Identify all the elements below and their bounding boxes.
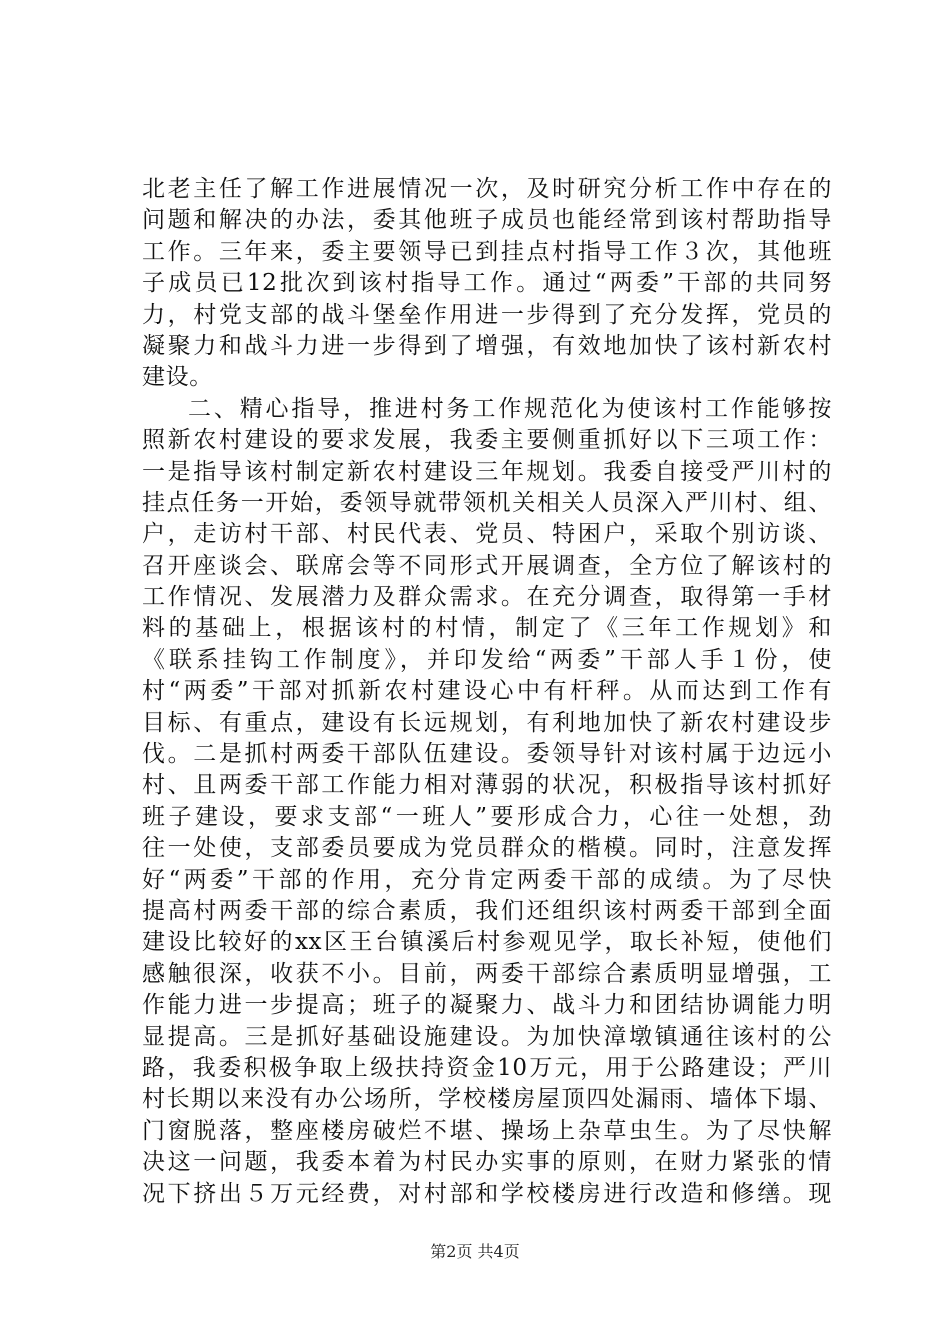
text-line: 好“两委”干部的作用，充分肯定两委干部的成绩。为了尽快 xyxy=(142,866,832,893)
text-line: 伐。二是抓村两委干部队伍建设。委领导针对该村属于边远小 xyxy=(142,741,832,768)
text-line: 村、且两委干部工作能力相对薄弱的状况，积极指导该村抓好 xyxy=(142,772,832,799)
text-line: 一是指导该村制定新农村建设三年规划。我委自接受严川村的 xyxy=(142,458,832,485)
text-line: 照新农村建设的要求发展，我委主要侧重抓好以下三项工作： xyxy=(142,427,832,454)
text-line: 班子建设，要求支部“一班人”要形成合力，心往一处想，劲 xyxy=(142,803,832,830)
text-line: 门窗脱落，整座楼房破烂不堪、操场上杂草虫生。为了尽快解 xyxy=(142,1117,832,1144)
page-footer xyxy=(0,1242,950,1262)
text-line: 作能力进一步提高；班子的凝聚力、战斗力和团结协调能力明 xyxy=(142,992,832,1019)
text-line: 目标、有重点，建设有长远规划，有利地加快了新农村建设步 xyxy=(142,709,832,736)
text-line: 北老主任了解工作进展情况一次，及时研究分析工作中存在的 xyxy=(142,176,832,202)
text-line: 工作。三年来，委主要领导已到挂点村指导工作３次，其他班 xyxy=(142,238,832,265)
text-line: 往一处使，支部委员要成为党员群众的楷模。同时，注意发挥 xyxy=(142,835,832,862)
text-line: 召开座谈会、联席会等不同形式开展调查，全方位了解该村的 xyxy=(142,552,832,579)
text-line: 建设比较好的xx区王台镇溪后村参观见学，取长补短，使他们 xyxy=(142,929,832,956)
text-line: 户，走访村干部、村民代表、党员、特困户，采取个别访谈、 xyxy=(142,521,832,548)
text-line: 提高村两委干部的综合素质，我们还组织该村两委干部到全面 xyxy=(142,897,832,924)
text-line: 力，村党支部的战斗堡垒作用进一步得到了充分发挥，党员的 xyxy=(142,301,832,328)
text-line: 建设。 xyxy=(142,364,213,391)
page-number: 第2页 共4页 xyxy=(430,1242,520,1261)
text-line: 显提高。三是抓好基础设施建设。为加快漳墩镇通往该村的公 xyxy=(142,1023,832,1050)
text-line: 料的基础上，根据该村的村情，制定了《三年工作规划》和 xyxy=(142,615,832,642)
text-line: 问题和解决的办法，委其他班子成员也能经常到该村帮助指导 xyxy=(142,207,832,234)
text-line: 《联系挂钩工作制度》，并印发给“两委”干部人手１份，使 xyxy=(142,646,832,673)
text-line: 工作情况、发展潜力及群众需求。在充分调查，取得第一手材 xyxy=(142,584,832,611)
text-line: 凝聚力和战斗力进一步得到了增强，有效地加快了该村新农村 xyxy=(142,332,832,359)
text-line: 村“两委”干部对抓新农村建设心中有杆秤。从而达到工作有 xyxy=(142,678,832,705)
text-line: 挂点任务一开始，委领导就带领机关相关人员深入严川村、组、 xyxy=(142,489,832,516)
text-line: 子成员已12批次到该村指导工作。通过“两委”干部的共同努 xyxy=(142,270,832,297)
text-line: 感触很深，收获不小。目前，两委干部综合素质明显增强，工 xyxy=(142,960,832,987)
text-line: 村长期以来没有办公场所，学校楼房屋顶四处漏雨、墙体下塌、 xyxy=(142,1086,832,1113)
body-text xyxy=(142,174,832,1210)
section-heading-line: 二、精心指导，推进村务工作规范化为使该村工作能够按 xyxy=(188,395,832,422)
text-line: 况下挤出５万元经费，对村部和学校楼房进行改造和修缮。现 xyxy=(142,1180,832,1207)
text-line: 路，我委积极争取上级扶持资金10万元，用于公路建设；严川 xyxy=(142,1054,832,1081)
text-line: 决这一问题，我委本着为村民办实事的原则，在财力紧张的情 xyxy=(142,1149,832,1176)
